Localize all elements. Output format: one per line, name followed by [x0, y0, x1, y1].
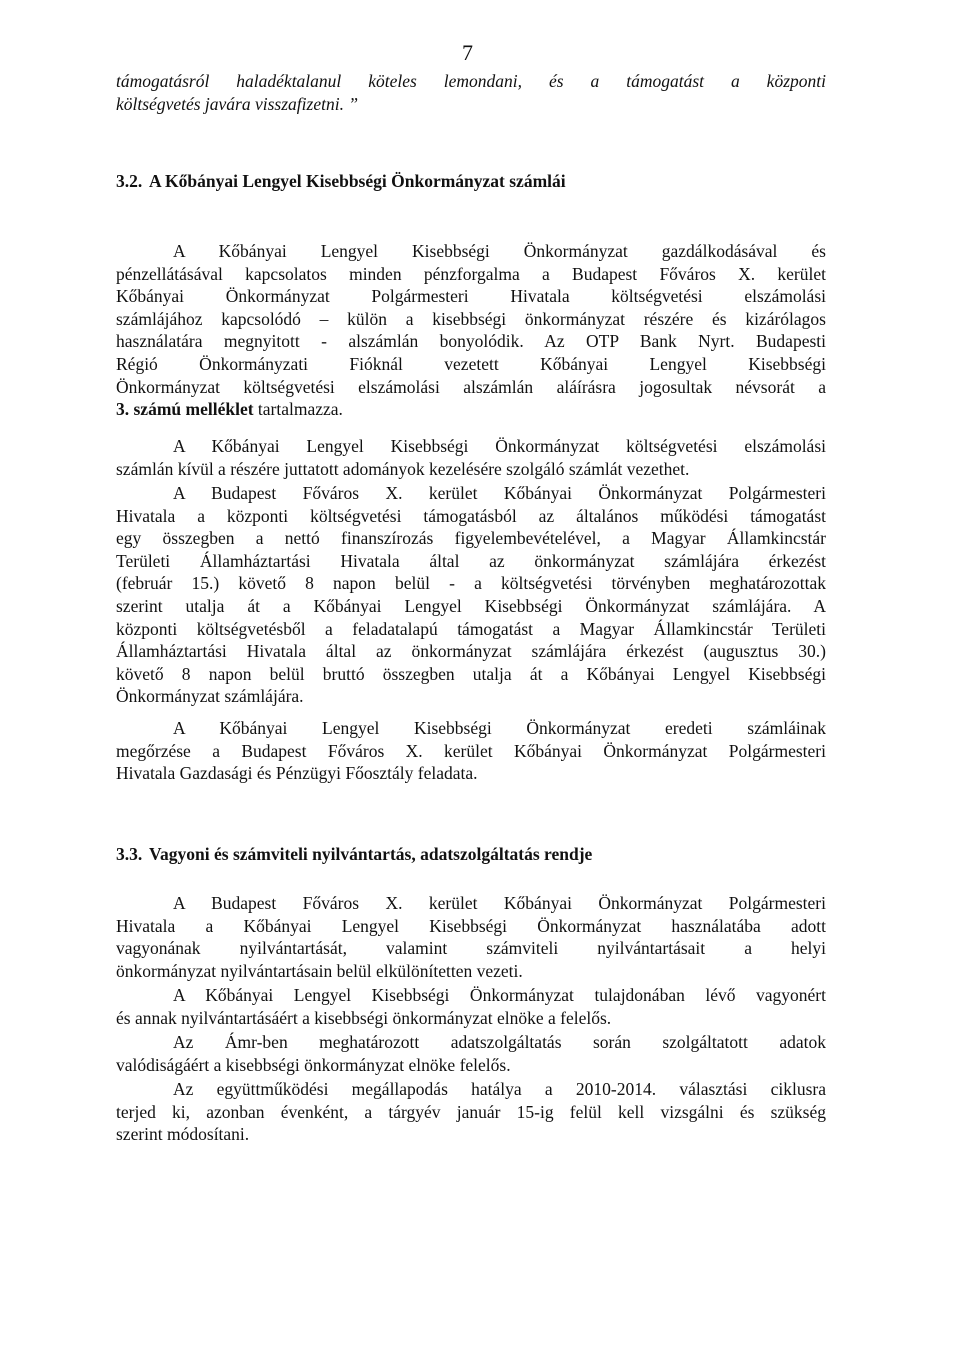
section-number: 3.2. — [116, 171, 143, 191]
text-line: megőrzése a Budapest Főváros X. kerület Kőbányai Önkormányzat Polgármesteri — [116, 740, 826, 761]
quote-line: támogatásról haladéktalanul köteles lemondani, és a támogatást a központi — [116, 71, 826, 91]
text-line: követő 8 napon belül bruttó összegben utalja át a Kőbányai Lengyel Kisebbségi — [116, 663, 826, 684]
text-line: Államháztartási Hivatala által az önkormányzat számlájára érkezést (augusztus 30.) — [116, 641, 826, 662]
text-line: egy összegben a nettó finanszírozás figyelembevételével, a Magyar Államkincstár — [116, 528, 826, 549]
text-line: Önkormányzat költségvetési elszámolási alszámlán aláírásra jogosultak névsorát a — [116, 376, 826, 397]
paragraph — [116, 892, 826, 982]
quote-line: költségvetés javára visszafizetni. ” — [116, 93, 359, 114]
text-line — [116, 398, 826, 421]
text-line: valódiságáért a kisebbségi önkormányzat elnöke felelős. — [116, 1054, 511, 1075]
text-line: A Kőbányai Lengyel Kisebbségi Önkormányzat költségvetési elszámolási — [173, 436, 826, 456]
text-line: Az együttműködési megállapodás hatálya a 2010-2014. választási ciklusra — [173, 1079, 826, 1099]
section-title: Vagyoni és számviteli nyilvántartás, adatszolgáltatás rendje — [149, 844, 593, 864]
text-line: vagyonának nyilvántartását, valamint számviteli nyilvántartásait a helyi — [116, 938, 826, 959]
annex-reference: 3. számú melléklet — [116, 399, 254, 420]
text-line: Területi Államháztartási Hivatala által az önkormányzat számlájára érkezést — [116, 550, 826, 571]
section-heading-3-2 — [116, 170, 826, 193]
page-number: 7 — [462, 40, 473, 65]
section-title: A Kőbányai Lengyel Kisebbségi Önkormányzat számlái — [149, 171, 566, 191]
text-line: A Budapest Főváros X. kerület Kőbányai Önkormányzat Polgármesteri — [173, 483, 826, 503]
paragraph — [116, 984, 826, 1029]
text-line: terjed ki, azonban évenként, a tárgyév január 15-ig felül kell vizsgálni és szükség — [116, 1101, 826, 1122]
text-line: A Kőbányai Lengyel Kisebbségi Önkormányzat eredeti számláinak — [173, 718, 826, 738]
text-fragment: tartalmazza. — [253, 399, 343, 420]
text-line: Az Ámr-ben meghatározott adatszolgáltatás során szolgáltatott adatok — [173, 1032, 826, 1052]
text-line: Régió Önkormányzati Fióknál vezetett Kőbányai Lengyel Kisebbségi — [116, 353, 826, 374]
text-line: Kőbányai Önkormányzat Polgármesteri Hivatala költségvetési elszámolási — [116, 286, 826, 307]
text-line: számlán kívül a részére juttatott adományok kezelésére szolgáló számlát vezethet. — [116, 458, 690, 479]
text-line: szerint módosítani. — [116, 1124, 250, 1145]
text-line: számlájához kapcsolódó – külön a kisebbségi önkormányzat részére és kizárólagos — [116, 308, 826, 329]
text-line: Hivatala Gazdasági és Pénzügyi Főosztály feladata. — [116, 763, 478, 784]
paragraph — [116, 240, 826, 421]
paragraph — [116, 1031, 826, 1076]
text-line: A Kőbányai Lengyel Kisebbségi Önkormányzat gazdálkodásával és — [173, 241, 826, 261]
section-number: 3.3. — [116, 844, 143, 864]
text-line: A Budapest Főváros X. kerület Kőbányai Önkormányzat Polgármesteri — [173, 893, 826, 913]
text-line: és annak nyilvántartásáért a kisebbségi önkormányzat elnöke a felelős. — [116, 1007, 612, 1028]
paragraph — [116, 435, 826, 480]
text-line: önkormányzat nyilvántartásain belül elkülönítetten vezeti. — [116, 960, 523, 981]
section-heading-3-3 — [116, 843, 826, 866]
paragraph — [116, 482, 826, 708]
text-line: Hivatala a központi költségvetési támogatásból az általános működési támogatást — [116, 505, 826, 526]
text-line: (február 15.) követő 8 napon belül - a költségvetési törvényben meghatározottak — [116, 573, 826, 594]
text-line: Hivatala a Kőbányai Lengyel Kisebbségi Önkormányzat használatába adott — [116, 915, 826, 936]
text-line: A Kőbányai Lengyel Kisebbségi Önkormányzat tulajdonában lévő vagyonért — [173, 985, 826, 1005]
text-line: pénzellátásával kapcsolatos minden pénzforgalma a Budapest Főváros X. kerület — [116, 263, 826, 284]
text-line: Önkormányzat számlájára. — [116, 686, 304, 707]
text-line: használatára megnyitott - alszámlán bonyolódik. Az OTP Bank Nyrt. Budapesti — [116, 331, 826, 352]
paragraph — [116, 1078, 826, 1146]
text-line: központi költségvetésből a feladatalapú támogatást a Magyar Államkincstár Területi — [116, 618, 826, 639]
quote-continuation — [116, 70, 826, 115]
text-line: szerint utalja át a Kőbányai Lengyel Kisebbségi Önkormányzat számlájára. A — [116, 595, 826, 616]
paragraph — [116, 717, 826, 785]
